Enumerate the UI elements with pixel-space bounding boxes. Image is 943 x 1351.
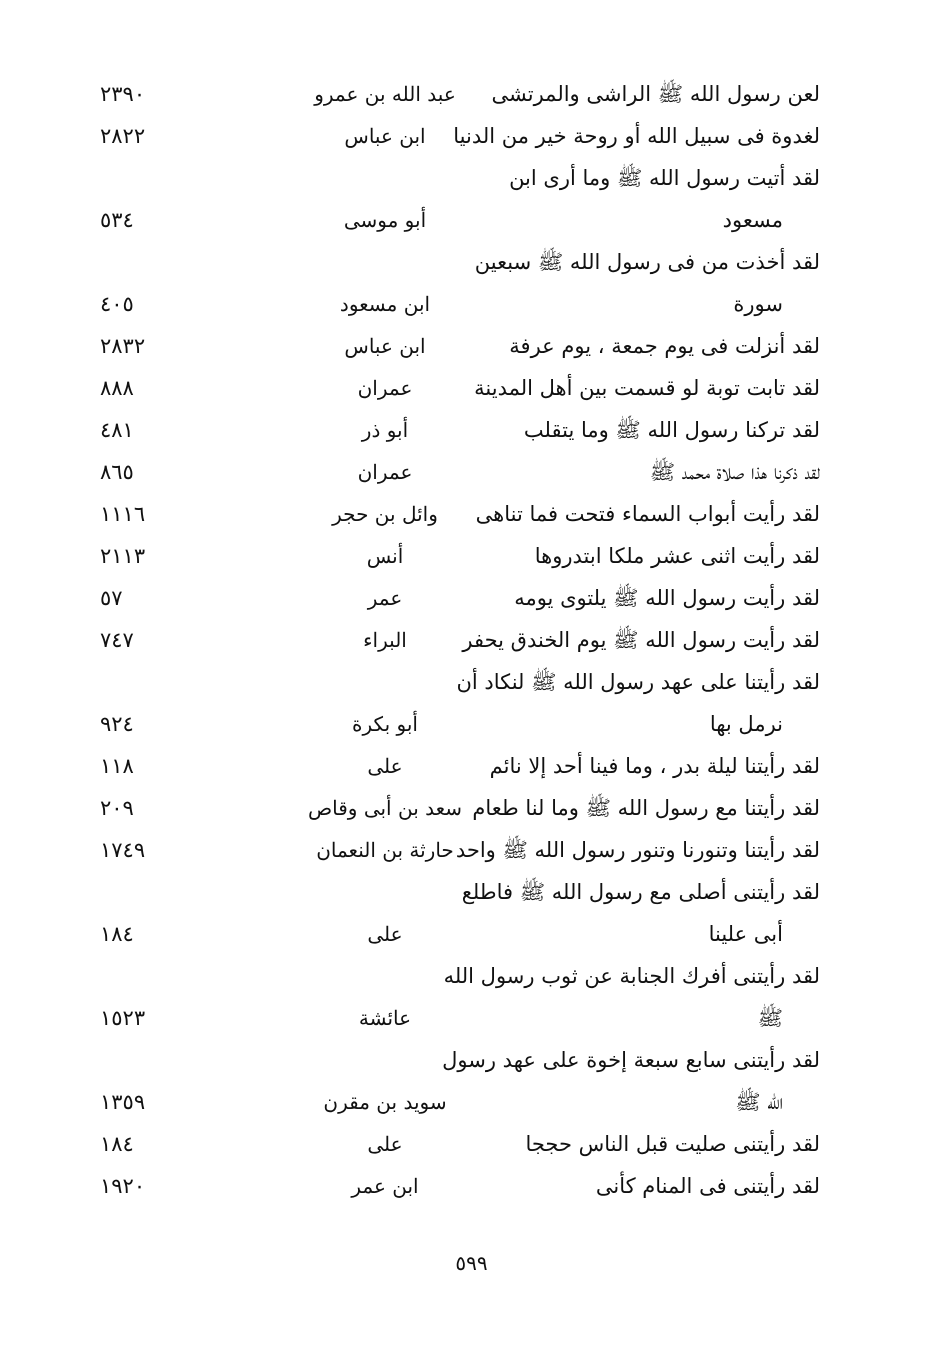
hadith-number: ١٣٥٩ [100,1090,146,1114]
hadith-first-line: لقد رأيتنا وتنورنا وتنور رسول الله ﷺ واحد [455,838,820,862]
narrator-name: سويد بن مقرن [323,1090,447,1114]
hadith-continuation-line: أبى علينا [708,922,783,946]
narrator-name: ابن عمر [351,1174,419,1198]
hadith-first-line: لقد أخذت من فى رسول الله ﷺ سبعين [474,250,820,274]
hadith-first-line: لقد تركنا رسول الله ﷺ وما يتقلب [523,418,820,442]
hadith-number: ٧٤٧ [100,628,134,652]
hadith-continuation-line: نرمل بها [709,712,783,736]
narrator-name: وائل بن حجر [332,502,438,526]
narrator-name: سعد بن أبى وقاص [307,796,463,820]
narrator-name: البراء [363,628,407,652]
narrator-name: على [367,922,403,946]
hadith-number: ١١١٦ [100,502,146,526]
narrator-name: أبو موسى [343,208,427,232]
hadith-first-line: لقد رأيتنا على عهد رسول الله ﷺ لنكاد أن [456,670,820,694]
hadith-number: ٥٧ [100,586,123,610]
narrator-name: أبو ذر [361,418,409,442]
narrator-name: عمران [357,460,413,484]
narrator-name: ابن عباس [344,334,426,358]
hadith-first-line: لقد أتيت رسول الله ﷺ وما أرى ابن [509,166,820,190]
hadith-first-line: لقد رأيتنى أصلى مع رسول الله ﷺ فاطلع [461,880,820,904]
hadith-continuation-line: مسعود [722,208,783,232]
narrator-name: ابن عباس [344,124,426,148]
hadith-continuation-line: سورة [733,292,783,316]
hadith-number: ٤٨١ [100,418,134,442]
narrator-name: عمر [367,586,403,610]
narrator-name: على [367,754,403,778]
hadith-first-line: لقد رأيتنا ليلة بدر ، وما فينا أحد إلا نائم [489,754,820,778]
page-number: ٥٩٩ [455,1251,488,1275]
hadith-first-line: لقد رأيتنى سابع سبعة إخوة على عهد رسول [442,1048,820,1072]
hadith-first-line: لقد رأيت رسول الله ﷺ يوم الخندق يحفر [462,628,820,652]
narrator-name: ابن مسعود [339,292,431,316]
hadith-number: ١٧٤٩ [100,838,146,862]
hadith-number: ١٩٢٠ [100,1174,146,1198]
hadith-number: ١٨٤ [100,1132,134,1156]
hadith-continuation-line: الله ﷺ [735,1090,783,1114]
hadith-first-line: لقد تابت توبة لو قسمت بين أهل المدينة [474,376,820,400]
hadith-number: ٩٢٤ [100,712,134,736]
narrator-name: حارثة بن النعمان [316,838,454,862]
hadith-number: ٢٨٢٢ [100,124,146,148]
hadith-first-line: لعن رسول الله ﷺ الراشى والمرتشى [491,82,820,106]
narrator-name: على [367,1132,403,1156]
hadith-number: ٢٣٩٠ [100,82,146,106]
hadith-number: ٨٦٥ [100,460,134,484]
hadith-first-line: لقد رأيت رسول الله ﷺ يلتوى يومه [514,586,820,610]
narrator-name: عائشة [358,1006,412,1030]
hadith-first-line: لغدوة فى سبيل الله أو روحة خير من الدنيا [453,124,820,148]
hadith-first-line: لقد أنزلت فى يوم جمعة ، يوم عرفة [509,334,820,358]
hadith-first-line: لقد رأيتنى صليت قبل الناس حججا [525,1132,820,1156]
hadith-first-line: لقد رأيت أبواب السماء فتحت فما تناهى [475,502,820,526]
hadith-number: ٢٠٩ [100,796,134,820]
hadith-first-line: لقد رأيت اثنى عشر ملكا ابتدروها [534,544,820,568]
narrator-name: عمران [357,376,413,400]
narrator-name: أبو بكرة [352,712,418,736]
hadith-first-line: لقد رأيتنى فى المنام كأنى [595,1174,820,1198]
hadith-number: ١٥٢٣ [100,1006,146,1030]
hadith-first-line: لقد ذكرنا هذا صلاة محمد ﷺ [649,460,820,484]
hadith-number: ١١٨ [100,754,134,778]
hadith-continuation-line: ﷺ [757,1006,783,1030]
hadith-first-line: لقد رأيتنا مع رسول الله ﷺ وما لنا طعام [472,796,820,820]
hadith-number: ٨٨٨ [100,376,134,400]
hadith-number: ١٨٤ [100,922,134,946]
hadith-first-line: لقد رأيتنى أفرك الجنابة عن ثوب رسول الله [443,964,820,988]
hadith-number: ٢١١٣ [100,544,146,568]
hadith-number: ٥٣٤ [100,208,134,232]
narrator-name: أنس [366,544,404,568]
narrator-name: عبد الله بن عمرو [314,82,456,106]
hadith-number: ٢٨٣٢ [100,334,146,358]
hadith-number: ٤٠٥ [100,292,134,316]
